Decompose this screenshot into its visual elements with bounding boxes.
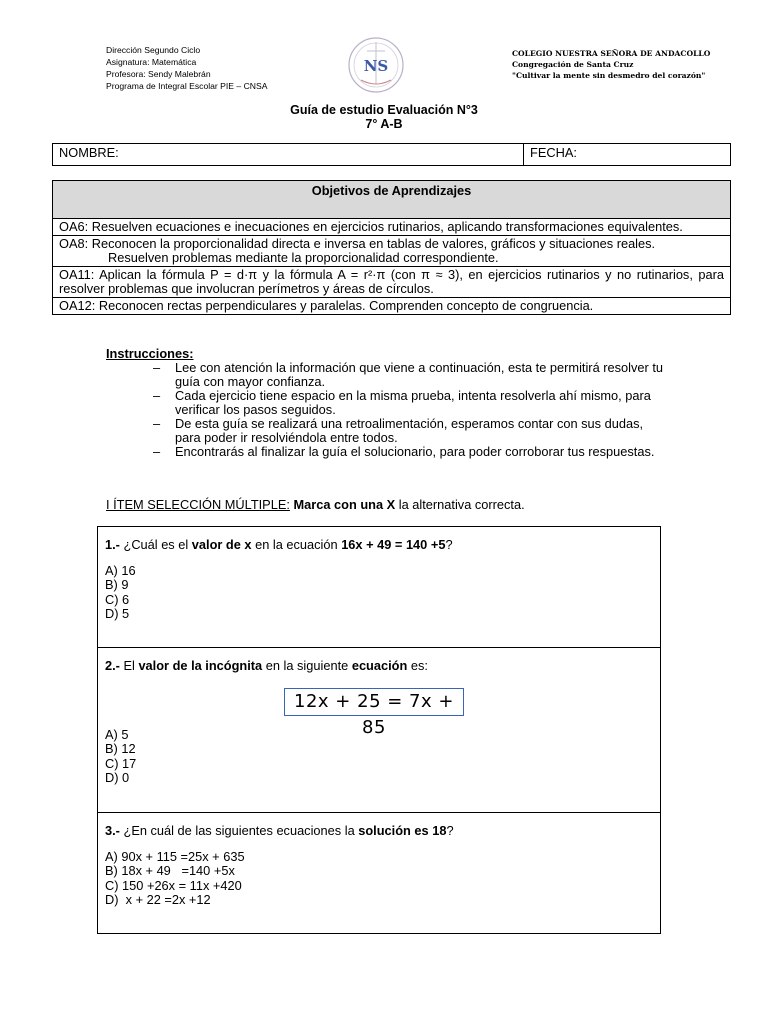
q-part: es:	[407, 658, 428, 673]
option[interactable]: C) 17	[105, 755, 137, 771]
option[interactable]: B) 12	[105, 741, 136, 757]
objective-oa6: OA6: Resuelven ecuaciones e inecuaciones en ejercicios rutinarios, aplicando transformaciones equivalentes.	[53, 219, 731, 236]
date-field[interactable]	[524, 144, 731, 166]
section-heading	[106, 497, 525, 512]
objective-oa8	[53, 236, 731, 267]
q-part: ¿Cuál es el	[123, 537, 192, 552]
instructions	[106, 347, 666, 459]
instruction-text: Encontrarás al finalizar la guía el solucionario, para poder corroborar tus respuestas.	[175, 444, 655, 459]
header-left-line: Programa de Integral Escolar PIE – CNSA	[106, 81, 268, 91]
option[interactable]: D) x + 22 =2x +12	[105, 892, 211, 908]
instruction-text: Cada ejercicio tiene espacio en la misma prueba, intenta resolverla ahí mismo, para verificar los pasos seguidos.	[175, 388, 651, 417]
congregation: Congregación de Santa Cruz	[512, 60, 634, 69]
page-title: Guía de estudio Evaluación N°3	[290, 103, 478, 117]
header-left-line: Dirección Segundo Ciclo	[106, 45, 201, 55]
q-part: ?	[445, 537, 453, 552]
objective-oa8-line2: Resuelven problemas mediante la proporcionalidad correspondiente.	[108, 250, 499, 265]
instruction-item: – De esta guía se realizará una retroalimentación, esperamos contar con sus dudas, para poder ir resolviéndola entre todos.	[153, 416, 644, 445]
option[interactable]: A) 16	[105, 563, 136, 578]
q-part-bold: ecuación	[351, 658, 408, 673]
instruction-item: – Cada ejercicio tiene espacio en la misma prueba, intenta resolverla ahí mismo, para verificar los pasos seguidos.	[153, 388, 651, 417]
header-left	[106, 44, 267, 92]
objective-oa12: OA12: Reconocen rectas perpendiculares y paralelas. Comprenden concepto de congruencia.	[53, 298, 731, 315]
q-part-bold: 16x + 49 = 140 +5	[341, 537, 446, 552]
header-left-line: Asignatura: Matemática	[106, 57, 197, 67]
header-right	[512, 48, 710, 81]
school-logo	[347, 36, 405, 94]
question-number: 1.-	[105, 537, 120, 552]
objectives-table	[52, 180, 731, 315]
name-label: NOMBRE:	[59, 145, 119, 160]
question-2-options	[105, 728, 136, 786]
instruction-text: De esta guía se realizará una retroalimentación, esperamos contar con sus dudas, para poder ir resolviéndola entre todos.	[175, 416, 644, 445]
question-2-box	[97, 647, 661, 813]
instructions-title: Instrucciones:	[106, 346, 194, 361]
student-info-table	[52, 143, 731, 166]
question-3-text	[105, 823, 454, 838]
instruction-item: – Lee con atención la información que viene a continuación, esta te permitirá resolver tu guía con mayor confianza.	[153, 360, 663, 389]
question-3-box	[97, 812, 661, 934]
logo-letters: NS	[363, 57, 389, 75]
q-part-bold: valor de x	[191, 537, 252, 552]
q-part: ¿En cuál de las siguientes ecuaciones la	[123, 823, 359, 838]
question-1-options	[105, 564, 136, 622]
option[interactable]: B) 18x + 49 =140 +5x	[105, 863, 235, 879]
option[interactable]: C) 150 +26x = 11x +420	[105, 877, 242, 893]
question-1-box	[97, 526, 661, 648]
option[interactable]: D) 0	[105, 770, 130, 786]
motto: "Cultivar la mente sin desmedro del corazón"	[512, 71, 706, 80]
option[interactable]: C) 6	[105, 591, 130, 607]
question-number: 3.-	[105, 823, 120, 838]
q-part: ?	[446, 823, 454, 838]
objective-oa11: OA11: Aplican la fórmula P = d·π y la fórmula A = r²·π (con π ≈ 3), en ejercicios rutinarios y no rutinarios, para resolver problemas que involucran perímetros y áreas de círculos.	[53, 267, 731, 298]
q-part-bold: solución es 18	[358, 823, 447, 838]
instruction-text: Lee con atención la información que viene a continuación, esta te permitirá resolver tu guía con mayor confianza.	[175, 360, 663, 389]
instruction-item: – Encontrarás al finalizar la guía el solucionario, para poder corroborar tus respuestas.	[153, 444, 655, 459]
name-field[interactable]	[53, 144, 524, 166]
question-2-text	[105, 658, 428, 673]
header-left-line: Profesora: Sendy Malebrán	[106, 69, 211, 79]
q-part: en la siguiente	[262, 658, 352, 673]
question-3-options	[105, 850, 245, 908]
equation-image: 12x + 25 = 7x + 85	[284, 688, 464, 716]
section-prefix: I ÍTEM SELECCIÓN MÚLTIPLE:	[106, 497, 290, 512]
objectives-header: Objetivos de Aprendizajes	[53, 181, 731, 219]
objective-oa8-line1: OA8: Reconocen la proporcionalidad directa e inversa en tablas de valores, gráficos y situaciones reales.	[59, 236, 656, 251]
question-1-text	[105, 537, 453, 552]
q-part: en la ecuación	[251, 537, 342, 552]
option[interactable]: D) 5	[105, 606, 130, 622]
page-subtitle: 7° A-B	[365, 117, 403, 131]
option[interactable]: A) 5	[105, 727, 129, 742]
section-rest: la alternativa correcta.	[398, 497, 525, 512]
option[interactable]: A) 90x + 115 =25x + 635	[105, 849, 245, 864]
question-number: 2.-	[105, 658, 120, 673]
q-part: El	[123, 658, 139, 673]
date-label: FECHA:	[530, 145, 577, 160]
school-name: COLEGIO NUESTRA SEÑORA DE ANDACOLLO	[512, 49, 711, 58]
q-part-bold: valor de la incógnita	[138, 658, 263, 673]
section-bold: Marca con una X	[293, 497, 396, 512]
option[interactable]: B) 9	[105, 577, 129, 593]
